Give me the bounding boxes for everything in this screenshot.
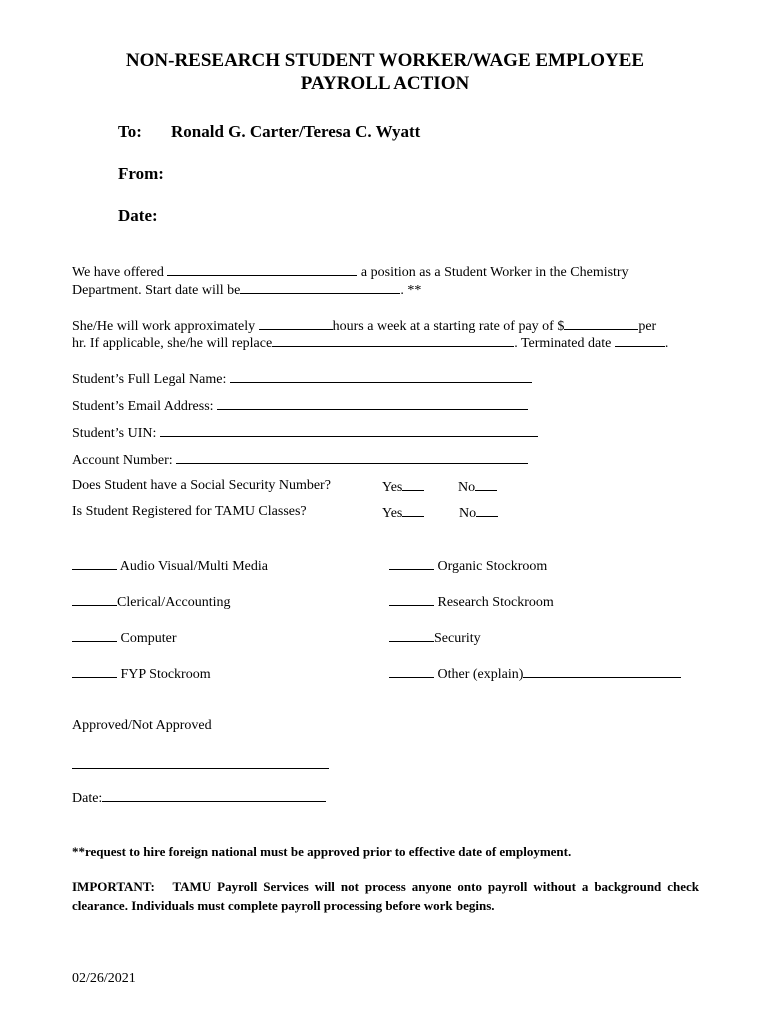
- area-check-blank[interactable]: [389, 664, 434, 678]
- registered-yes[interactable]: [382, 503, 424, 523]
- hours-text-3: per: [638, 319, 657, 334]
- from-label: From:: [118, 164, 164, 183]
- start-date-blank[interactable]: [240, 280, 400, 294]
- uin-row: [72, 423, 538, 443]
- area-other[interactable]: [389, 664, 681, 684]
- area-computer[interactable]: [72, 628, 177, 648]
- area-label: Clerical/Accounting: [117, 595, 231, 610]
- important-note: [72, 877, 699, 915]
- legal-name-row: [72, 369, 532, 389]
- ssn-question: Does Student have a Social Security Number?: [72, 478, 331, 493]
- hours-text-6: .: [664, 336, 669, 351]
- area-organic-stockroom[interactable]: [389, 556, 547, 576]
- important-label: IMPORTANT:: [72, 879, 155, 894]
- replace-blank[interactable]: [272, 333, 514, 347]
- approval-signature-line[interactable]: [72, 768, 329, 769]
- area-label: Audio Visual/Multi Media: [119, 559, 268, 574]
- area-security[interactable]: [389, 628, 481, 648]
- hours-line2: [72, 333, 668, 353]
- area-check-blank[interactable]: [72, 628, 117, 642]
- form-title-line2: PAYROLL ACTION: [300, 73, 470, 94]
- registered-no-blank[interactable]: [476, 503, 498, 517]
- area-check-blank[interactable]: [389, 628, 434, 642]
- area-check-blank[interactable]: [72, 664, 117, 678]
- uin-label: Student’s UIN:: [72, 426, 157, 441]
- account-label: Account Number:: [72, 453, 173, 468]
- ssn-no-blank[interactable]: [475, 477, 497, 491]
- offer-text-2: a position as a Student Worker in the Chemistry: [360, 265, 629, 280]
- area-research-stockroom[interactable]: [389, 592, 554, 612]
- registered-yes-blank[interactable]: [402, 503, 424, 517]
- approval-label: Approved/Not Approved: [72, 718, 212, 733]
- revision-date: 02/26/2021: [72, 971, 136, 986]
- legal-name-label: Student’s Full Legal Name:: [72, 372, 227, 387]
- uin-field[interactable]: [160, 423, 538, 437]
- email-row: [72, 396, 528, 416]
- position-blank[interactable]: [167, 262, 357, 276]
- area-label: Security: [434, 631, 481, 646]
- offer-text-1: We have offered: [72, 265, 164, 280]
- form-title-line1: NON-RESEARCH STUDENT WORKER/WAGE EMPLOYEE: [125, 50, 645, 71]
- registered-no-label: No: [459, 506, 477, 521]
- hours-text-4: hr. If applicable, she/he will replace: [72, 336, 273, 351]
- area-clerical[interactable]: [72, 592, 231, 612]
- account-field[interactable]: [176, 450, 528, 464]
- email-field[interactable]: [217, 396, 528, 410]
- ssn-no[interactable]: [458, 477, 497, 497]
- area-check-blank[interactable]: [389, 592, 434, 606]
- area-label: Organic Stockroom: [437, 559, 548, 574]
- area-label: FYP Stockroom: [120, 667, 211, 682]
- hours-text-2: hours a week at a starting rate of pay of $: [332, 319, 565, 334]
- ssn-no-label: No: [458, 480, 476, 495]
- terminated-date-blank[interactable]: [615, 333, 665, 347]
- foreign-national-note: **request to hire foreign national must be approved prior to effective date of employment.: [72, 844, 572, 859]
- to-label: To:: [118, 122, 142, 141]
- area-check-blank[interactable]: [72, 556, 117, 570]
- other-explain-field[interactable]: [523, 664, 681, 678]
- important-text: TAMU Payroll Services will not process anyone onto payroll without a background check clearance. Individuals must complete payroll processing before work begins.: [72, 879, 699, 913]
- hours-text-1: She/He will work approximately: [72, 319, 256, 334]
- date-label: Date:: [118, 206, 158, 225]
- approval-date-label: Date:: [72, 791, 103, 806]
- area-audio-visual[interactable]: [72, 556, 268, 576]
- ssn-yes[interactable]: [382, 477, 424, 497]
- area-label: Computer: [120, 631, 177, 646]
- ssn-yes-blank[interactable]: [402, 477, 424, 491]
- offer-text-4: . **: [400, 283, 422, 298]
- email-label: Student’s Email Address:: [72, 399, 214, 414]
- legal-name-field[interactable]: [230, 369, 532, 383]
- offer-line2: [72, 280, 421, 300]
- offer-line1: [72, 262, 629, 282]
- area-label: Research Stockroom: [437, 595, 554, 610]
- area-fyp-stockroom[interactable]: [72, 664, 211, 684]
- area-label: Other (explain): [437, 667, 524, 682]
- area-check-blank[interactable]: [389, 556, 434, 570]
- registered-question: Is Student Registered for TAMU Classes?: [72, 504, 307, 519]
- approval-date-row: [72, 788, 326, 808]
- offer-text-3: Department. Start date will be: [72, 283, 241, 298]
- to-value: Ronald G. Carter/Teresa C. Wyatt: [171, 122, 421, 141]
- pay-rate-blank[interactable]: [564, 316, 638, 330]
- registered-no[interactable]: [459, 503, 498, 523]
- registered-yes-label: Yes: [382, 506, 403, 521]
- ssn-yes-label: Yes: [382, 480, 403, 495]
- hours-text-5: . Terminated date: [514, 336, 612, 351]
- approval-date-field[interactable]: [102, 788, 326, 802]
- account-row: [72, 450, 528, 470]
- area-check-blank[interactable]: [72, 592, 117, 606]
- hours-blank[interactable]: [259, 316, 333, 330]
